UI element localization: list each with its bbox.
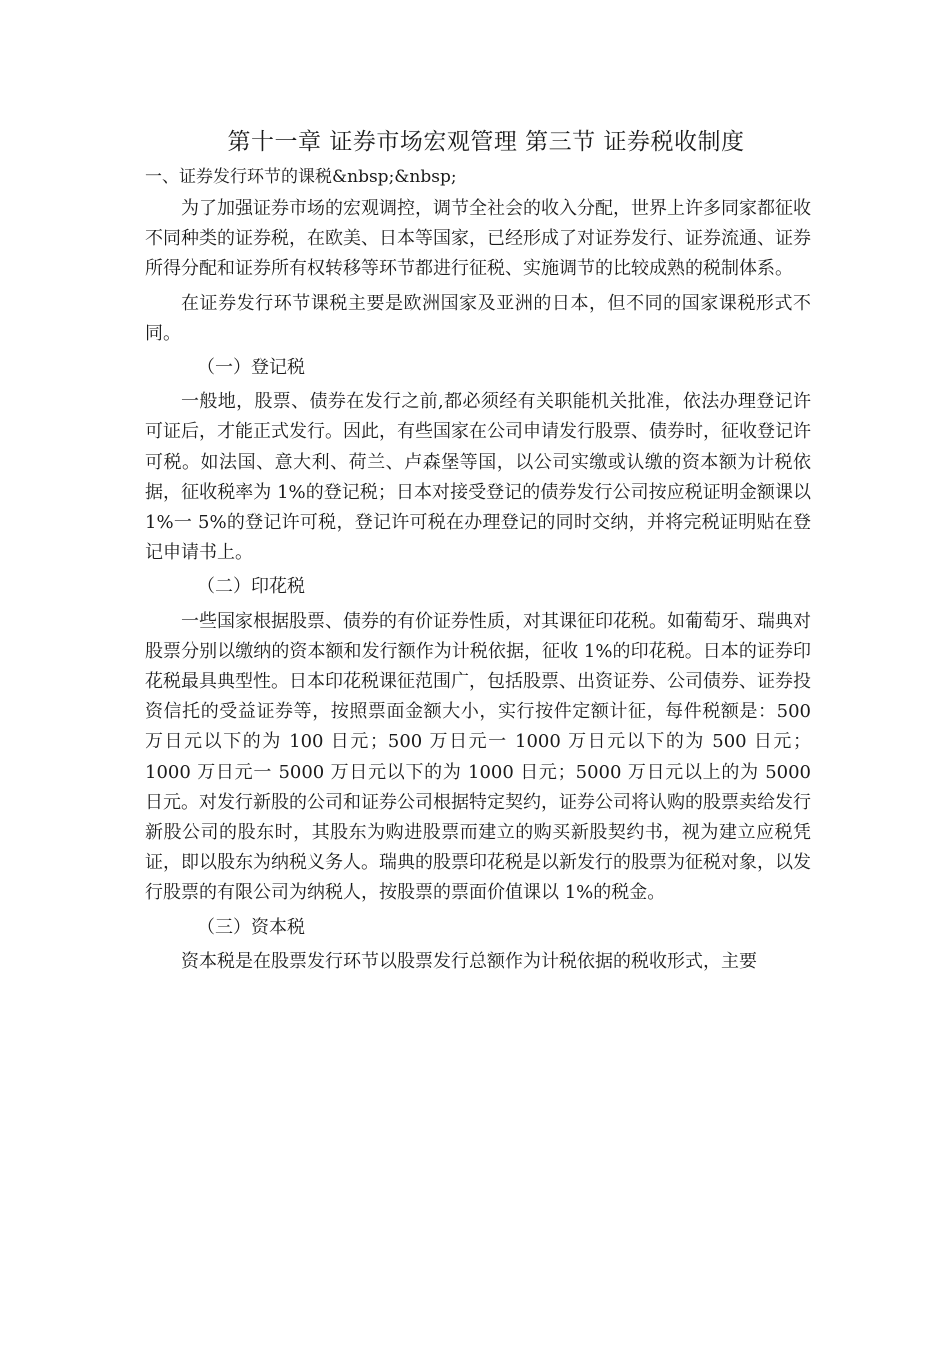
section-heading: 一、证券发行环节的课税&nbsp;&nbsp; xyxy=(145,167,457,187)
paragraph-intro: 为了加强证券市场的宏观调控，调节全社会的收入分配，世界上许多同家都征收不同种类的证券税，在欧美、日本等国家，已经形成了对证券发行、证券流通、证券所得分配和证券所有权转移等环节都进行征税、实施调节的比较成熟的税制体系。 xyxy=(145,198,811,280)
subheading-capital-tax: （三）资本税 xyxy=(197,916,305,938)
subheading-registration-tax: （一）登记税 xyxy=(197,357,305,379)
subheading-stamp-tax: （二）印花税 xyxy=(197,576,305,598)
paragraph-registration-tax: 一般地，股票、债券在发行之前,都必须经有关职能机关批准，依法办理登记许可证后，才能正式发行。因此，有些国家在公司申请发行股票、债券时，征收登记许可税。如法国、意大利、荷兰、卢森堡等国，以公司实缴或认缴的资本额为计税依据，征收税率为 1%的登记税；日本对接受登记的债券发行公司按应税证明金额课以 1%一 5%的登记许可税，登记许可税在办理登记的同时交纳，并将完税证明贴在登记申请书上。 xyxy=(145,391,811,564)
paragraph-issuance-tax: 在证券发行环节课税主要是欧洲国家及亚洲的日本，但不同的国家课税形式不同。 xyxy=(145,292,811,344)
page-title: 第十一章 证券市场宏观管理 第三节 证券税收制度 xyxy=(227,129,745,155)
paragraph-stamp-tax: 一些国家根据股票、债券的有价证券性质，对其课征印花税。如葡萄牙、瑞典对股票分别以缴纳的资本额和发行额作为计税依据，征收 1%的印花税。日本的证券印花税最具典型性。日本印花税课征范围广，包括股票、出资证券、公司债券、证券投资信托的受益证券等，按照票面金额大小，实行按件定额计征，每件税额是：500 万日元以下的为 100 日元；500 万日元一 1000 万日元以下的为 500 日元；1000 万日元一 5000 万日元以下的为 1000 日元；5000 万日元以上的为 5000 日元。对发行新股的公司和证券公司根据特定契约，证券公司将认购的股票卖给发行新股公司的股东时，其股东为购进股票而建立的购买新股契约书，视为建立应税凭证，即以股东为纳税义务人。瑞典的股票印花税是以新发行的股票为征税对象，以发行股票的有限公司为纳税人，按股票的票面价值课以 1%的税金。 xyxy=(145,610,811,904)
paragraph-capital-tax: 资本税是在股票发行环节以股票发行总额作为计税依据的税收形式，主要 xyxy=(181,950,757,972)
document-page xyxy=(145,120,811,977)
